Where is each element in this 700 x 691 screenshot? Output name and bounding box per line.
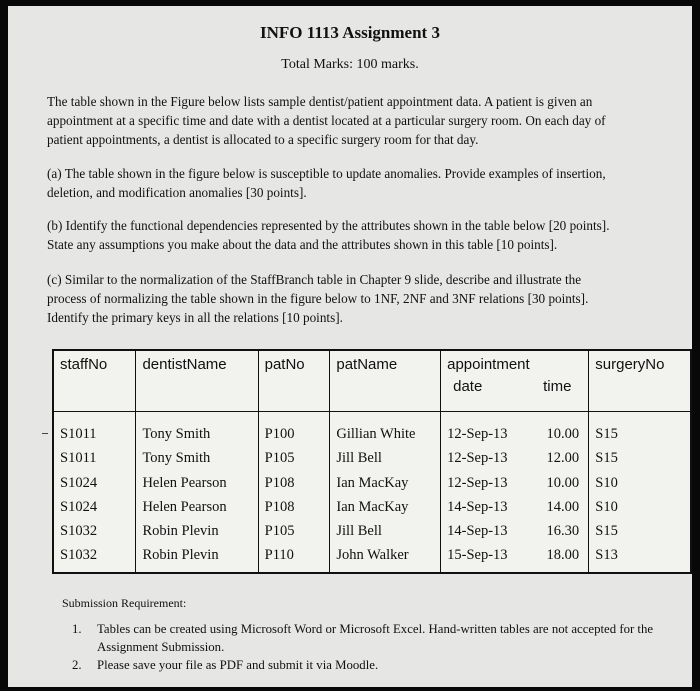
header-appointment: appointment <box>447 356 530 373</box>
date-cell: 14-Sep-13 <box>447 498 508 515</box>
table-cell: S15 <box>595 426 618 442</box>
date-cell: 12-Sep-13 <box>447 474 508 491</box>
total-marks: Total Marks: 100 marks. <box>281 57 419 72</box>
appointment-cell <box>447 543 588 567</box>
col-appointment <box>441 412 589 573</box>
table-cell: S15 <box>595 450 618 467</box>
list-item <box>72 656 672 674</box>
question-a-line: (a) The table shown in the figure below is susceptible to update anomalies. Provide examples of insertion, <box>47 166 606 181</box>
table-cell: S15 <box>595 523 618 540</box>
table-body <box>53 412 691 573</box>
intro-line: patient appointments, a dentist is allocated to a specific surgery room for that day. <box>47 132 479 147</box>
table-cell: P110 <box>264 547 294 564</box>
list-text: Please save your file as PDF and submit it via Moodle. <box>97 658 379 672</box>
header-cell <box>589 350 691 412</box>
col-patname <box>330 412 441 573</box>
date-cell: 12-Sep-13 <box>447 426 508 442</box>
table-cell: S1032 <box>60 547 98 564</box>
time-cell: 10.00 <box>546 474 580 491</box>
col-dentistname <box>136 412 258 573</box>
table-cell: S1032 <box>60 523 98 540</box>
question-c-line: Identify the primary keys in all the relations [10 points]. <box>47 310 343 325</box>
header-cell <box>136 350 258 412</box>
table-cell: Helen Pearson <box>142 474 227 491</box>
table-cell: P108 <box>264 474 295 491</box>
col-surgeryno <box>589 412 691 573</box>
page-title: INFO 1113 Assignment 3 <box>260 23 440 42</box>
list-number: 2. <box>72 658 82 672</box>
table-header-row <box>53 350 691 412</box>
list-number: 1. <box>72 622 82 636</box>
table-cell: Ian MacKay <box>336 498 409 515</box>
question-a <box>47 164 659 202</box>
intro-line: appointment at a specific time and date with a dentist located at a particular surgery room. On each day of <box>47 113 606 128</box>
intro-paragraph <box>47 92 659 149</box>
table-cell: Helen Pearson <box>142 498 227 515</box>
header-cell <box>53 350 136 412</box>
question-a-line: deletion, and modification anomalies [30 points]. <box>47 185 307 200</box>
table-cell: P100 <box>264 426 295 442</box>
submission-list <box>72 620 672 674</box>
list-item <box>72 620 672 656</box>
header-date: date <box>453 378 483 395</box>
time-cell: 10.00 <box>546 426 580 442</box>
time-cell: 18.00 <box>546 547 580 564</box>
question-b-line: (b) Identify the functional dependencies represented by the attributes shown in the table below [20 points]. <box>47 218 610 233</box>
header-time: time <box>543 378 572 395</box>
table-cell: P108 <box>264 498 295 515</box>
date-cell: 15-Sep-13 <box>447 547 508 564</box>
intro-line: The table shown in the Figure below lists sample dentist/patient appointment data. A patient is given an <box>47 94 593 109</box>
table-cell: P105 <box>264 450 295 467</box>
table-cell: Jill Bell <box>336 450 382 467</box>
table-cell: S1024 <box>60 498 98 515</box>
header-cell <box>330 350 441 412</box>
table-cell: Tony Smith <box>142 450 211 467</box>
header-surgeryno: surgeryNo <box>595 356 665 373</box>
assignment-sheet <box>8 6 692 687</box>
table-cell: Tony Smith <box>142 426 211 442</box>
question-c-line: (c) Similar to the normalization of the StaffBranch table in Chapter 9 slide, describe and illustrate the <box>47 272 582 287</box>
table-cell: Robin Plevin <box>142 523 219 540</box>
header-cell <box>258 350 330 412</box>
appointment-cell <box>447 495 588 519</box>
table-cell: Jill Bell <box>336 523 382 540</box>
table-cell: S1011 <box>60 450 97 467</box>
header-appointment-sub <box>441 373 588 395</box>
table-cell: John Walker <box>336 547 409 564</box>
list-text: Tables can be created using Microsoft Word or Microsoft Excel. Hand-written tables are not accepted for the Assignment Submission. <box>97 622 654 654</box>
margin-dash <box>42 433 48 434</box>
submission-title: Submission Requirement: <box>62 596 187 610</box>
time-cell: 12.00 <box>546 450 580 467</box>
header-patno: patNo <box>264 356 305 373</box>
table-cell: P105 <box>264 523 295 540</box>
appointment-cell <box>447 422 588 446</box>
question-c-line: process of normalizing the table shown in the figure below to 1NF, 2NF and 3NF relations [30 points]. <box>47 291 589 306</box>
table-cell: S13 <box>595 547 618 564</box>
col-staffno <box>53 412 136 573</box>
question-b-line: State any assumptions you make about the data and the attributes shown in this table [10 points]. <box>47 237 558 252</box>
time-cell: 16.30 <box>546 523 580 540</box>
col-patno <box>258 412 330 573</box>
appointment-cell <box>447 519 588 543</box>
table-cell: Gillian White <box>336 426 416 442</box>
appointment-cell <box>447 471 588 495</box>
table-cell: Robin Plevin <box>142 547 219 564</box>
header-staffno: staffNo <box>60 356 108 373</box>
table-cell: S1011 <box>60 426 97 442</box>
header-dentistname: dentistName <box>142 356 227 373</box>
appointment-cell <box>447 446 588 470</box>
date-cell: 12-Sep-13 <box>447 450 508 467</box>
question-b <box>47 216 659 254</box>
header-patname: patName <box>336 356 398 373</box>
date-cell: 14-Sep-13 <box>447 523 508 540</box>
header-cell <box>441 350 589 412</box>
time-cell: 14.00 <box>546 498 580 515</box>
table-cell: S10 <box>595 474 618 491</box>
appointment-table <box>52 349 692 574</box>
table-cell: S10 <box>595 498 618 515</box>
table-cell: Ian MacKay <box>336 474 409 491</box>
table-cell: S1024 <box>60 474 98 491</box>
question-c <box>47 270 659 327</box>
